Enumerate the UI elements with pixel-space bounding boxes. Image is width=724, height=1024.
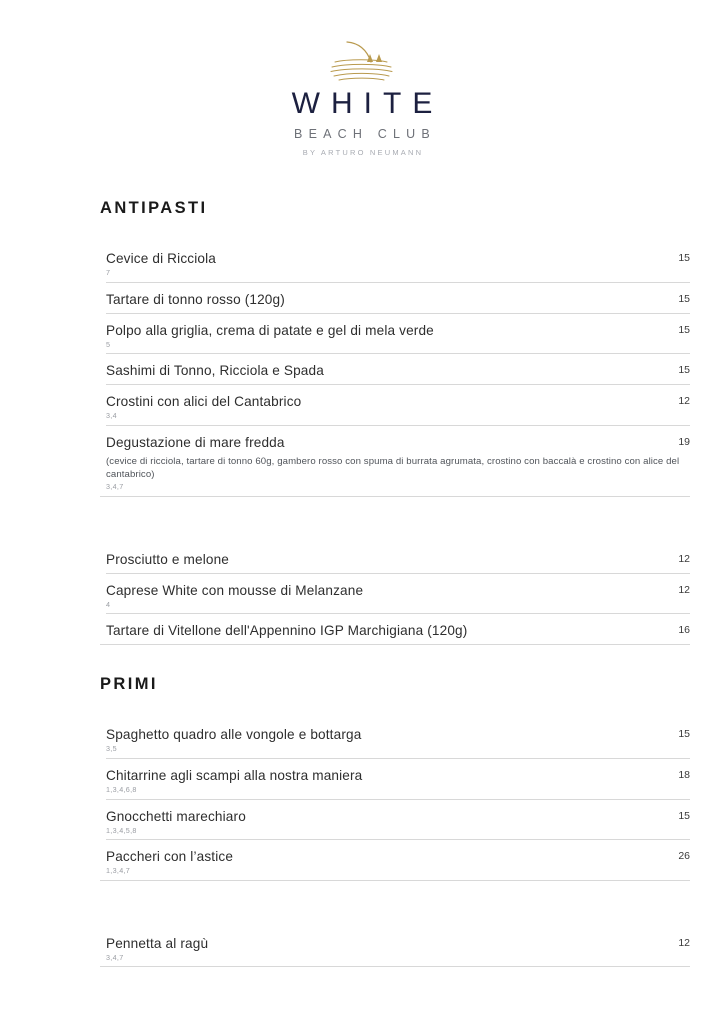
menu-item-allergens: 1,3,4,7 — [106, 866, 131, 876]
menu-item-name: Cevice di Ricciola — [106, 251, 216, 266]
menu-item-name: Gnocchetti marechiaro — [106, 808, 246, 824]
menu-item-row — [106, 292, 690, 309]
menu-item-row — [106, 727, 690, 744]
menu-item-allergens: 3,4,7 — [106, 952, 124, 962]
menu-item-group — [100, 718, 690, 881]
restaurant-logo — [0, 0, 724, 156]
menu-item-group — [100, 242, 690, 497]
menu-item-name: Spaghetto quadro alle vongole e bottarga — [106, 727, 362, 743]
group-spacer — [100, 497, 690, 543]
menu-item-group — [100, 543, 690, 646]
menu-item[interactable] — [106, 799, 690, 840]
menu-item[interactable] — [106, 353, 690, 384]
logo-byline: BY ARTURO NEUMANN — [302, 147, 424, 157]
menu-item-price: 18 — [678, 768, 690, 781]
menu-item-name: Caprese White con mousse di Melanzane — [106, 582, 364, 598]
menu-item-name: Paccheri con l’astice — [106, 849, 234, 865]
menu-item-row — [106, 936, 690, 953]
menu-item[interactable] — [106, 282, 690, 313]
menu-item-price: 16 — [678, 624, 690, 637]
menu-item-allergens: 7 — [106, 267, 111, 277]
menu-item-price: 15 — [678, 728, 690, 741]
menu-item-price: 12 — [678, 395, 690, 408]
menu-item-name: Pennetta al ragù — [106, 935, 209, 951]
menu-item-name: Crostini con alici del Cantabrico — [106, 394, 302, 410]
menu-item-name: Polpo alla griglia, crema di patate e gel di mela verde — [106, 322, 434, 338]
menu-item-name: Sashimi di Tonno, Ricciola e Spada — [106, 363, 324, 379]
menu-item-row — [106, 251, 690, 268]
menu-item-name: Chitarrine agli scampi alla nostra maniera — [106, 767, 363, 783]
menu-item-price: 26 — [678, 850, 690, 863]
section-title: ANTIPASTI — [100, 199, 208, 217]
menu-item-price: 19 — [678, 435, 690, 448]
menu-item[interactable] — [106, 718, 690, 758]
logo-wordmark: WHITE — [291, 87, 444, 120]
menu-item-name: Prosciutto e melone — [106, 551, 229, 567]
menu-item-row — [106, 363, 690, 380]
menu-item-allergens: 3,5 — [106, 744, 117, 754]
sailboat-waves-icon — [317, 40, 407, 85]
group-spacer — [100, 881, 690, 927]
menu-item-allergens: 3,4 — [106, 411, 117, 421]
menu-item-allergens: 1,3,4,6,8 — [106, 784, 137, 794]
menu-item-price: 15 — [678, 292, 690, 305]
menu-item-row — [106, 623, 690, 640]
menu-item-name: Degustazione di mare fredda — [106, 434, 285, 450]
menu-item[interactable] — [106, 543, 690, 573]
menu-item-description: (cevice di ricciola, tartare di tonno 60g, gambero rosso con spuma di burrata agrumata, crostino con baccalà e crostino con alice del cantabrico) — [106, 455, 680, 481]
menu-item-allergens: 1,3,4,5,8 — [106, 825, 137, 835]
menu-item-price: 12 — [678, 552, 690, 565]
menu-item[interactable] — [106, 839, 690, 880]
menu-item[interactable] — [106, 384, 690, 425]
menu-item-price: 12 — [678, 583, 690, 596]
menu-item-row — [106, 768, 690, 785]
menu-item-row — [106, 323, 690, 340]
menu-content — [34, 156, 690, 967]
menu-item[interactable] — [106, 758, 690, 799]
logo-subtitle: BEACH CLUB — [294, 127, 436, 141]
menu-item-row — [106, 849, 690, 866]
menu-item-row — [106, 552, 690, 569]
menu-item[interactable] — [106, 927, 690, 967]
menu-item-allergens: 4 — [106, 599, 111, 609]
menu-item-price: 15 — [678, 252, 690, 264]
menu-item-price: 12 — [678, 936, 690, 949]
menu-item-row — [106, 435, 690, 452]
menu-item-row — [106, 394, 690, 411]
menu-item-allergens: 5 — [106, 339, 111, 349]
menu-item[interactable] — [106, 425, 690, 496]
menu-item-price: 15 — [678, 364, 690, 377]
menu-sections — [100, 156, 690, 967]
menu-item[interactable] — [106, 573, 690, 614]
menu-item-name: Tartare di Vitellone dell'Appennino IGP Marchigiana (120g) — [106, 623, 468, 639]
menu-item-row — [106, 583, 690, 600]
menu-item[interactable] — [106, 313, 690, 354]
menu-item-allergens: 3,4,7 — [106, 482, 124, 492]
menu-item-group — [100, 927, 690, 968]
menu-item-price: 15 — [678, 809, 690, 822]
menu-item-price: 15 — [678, 323, 690, 336]
menu-item[interactable] — [106, 613, 690, 644]
section-title: PRIMI — [100, 675, 158, 694]
menu-item-name: Tartare di tonno rosso (120g) — [106, 291, 285, 307]
menu-item[interactable] — [106, 242, 690, 282]
menu-item-row — [106, 809, 690, 826]
